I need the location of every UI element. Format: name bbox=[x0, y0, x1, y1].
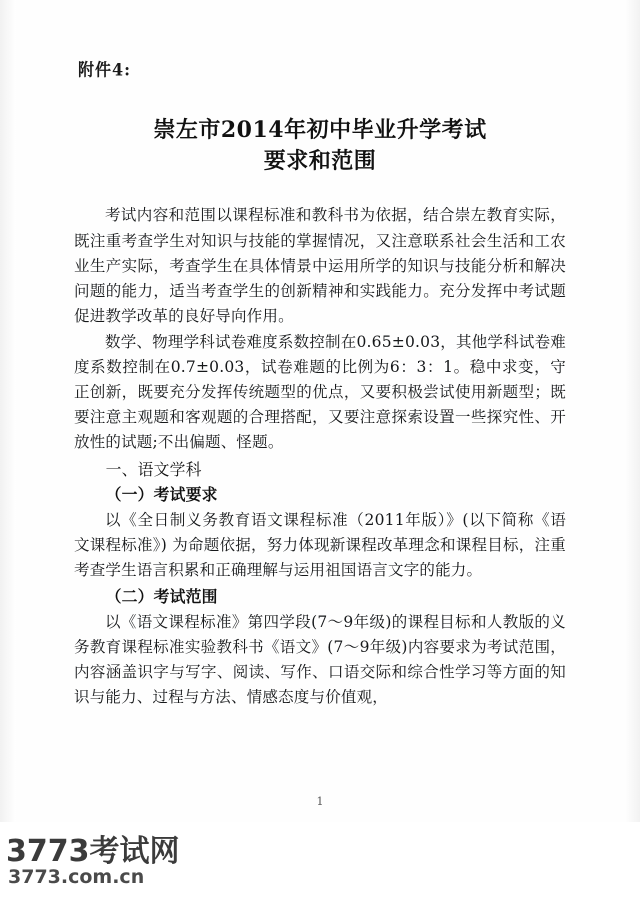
watermark-main-text: 3773考试网 bbox=[6, 834, 180, 869]
attachment-label: 附件4: bbox=[78, 60, 132, 80]
scan-edge-right bbox=[624, 0, 640, 822]
watermark-sub-text: 3773.com.cn bbox=[8, 866, 145, 888]
watermark-banner bbox=[0, 822, 640, 905]
page-number: 1 bbox=[316, 795, 324, 808]
doc-title-line-2: 要求和范围 bbox=[263, 148, 377, 175]
paragraph-intro: 考试内容和范围以课程标准和教科书为依据，结合崇左教育实际，既注重考查学生对知识与技能的掌握情况，又注意联系社会生活和工农业生产实际，考查学生在具体情景中运用所学的知识与技能分析和解决问题的能力，适当考查学生的创新精神和实践能力。充分发挥中考试题促进教学改革的良好导向作用。 bbox=[74, 206, 566, 325]
subsection-heading-requirements: （一）考试要求 bbox=[105, 485, 218, 505]
subsection-heading-scope: （二）考试范围 bbox=[105, 587, 218, 607]
subsection-body-requirements: 以《全日制义务教育语文课程标准（2011年版）》(以下简称《语文课程标准》) 为命题依据，努力体现新课程改革理念和课程目标，注重考查学生语言积累和正确理解与运用祖国语言文字的能力。 bbox=[74, 510, 566, 579]
section-heading-chinese: 一、语文学科 bbox=[105, 459, 202, 479]
scan-edge-left bbox=[0, 0, 16, 822]
doc-title-line-1: 崇左市2014年初中毕业升学考试 bbox=[153, 117, 487, 143]
paragraph-difficulty: 数学、物理学科试卷难度系数控制在0.65±0.03，其他学科试卷难度系数控制在0.7±0.03，试卷难题的比例为6：3：1。稳中求变，守正创新，既要充分发挥传统题型的优点，又要积极尝试使用新题型；既要注意主观题和客观题的合理搭配，又要注意探索设置一些探究性、开放性的试题;不出偏题、怪题。 bbox=[74, 333, 566, 452]
subsection-body-scope: 以《语文课程标准》第四学段(7～9年级)的课程目标和人教版的义务教育课程标准实验教科书《语文》(7～9年级)内容要求为考试范围，内容涵盖识字与写字、阅读、写作、口语交际和综合性学习等方面的知识与能力、过程与方法、情感态度与价值观， bbox=[74, 612, 566, 706]
page-title bbox=[74, 115, 566, 177]
